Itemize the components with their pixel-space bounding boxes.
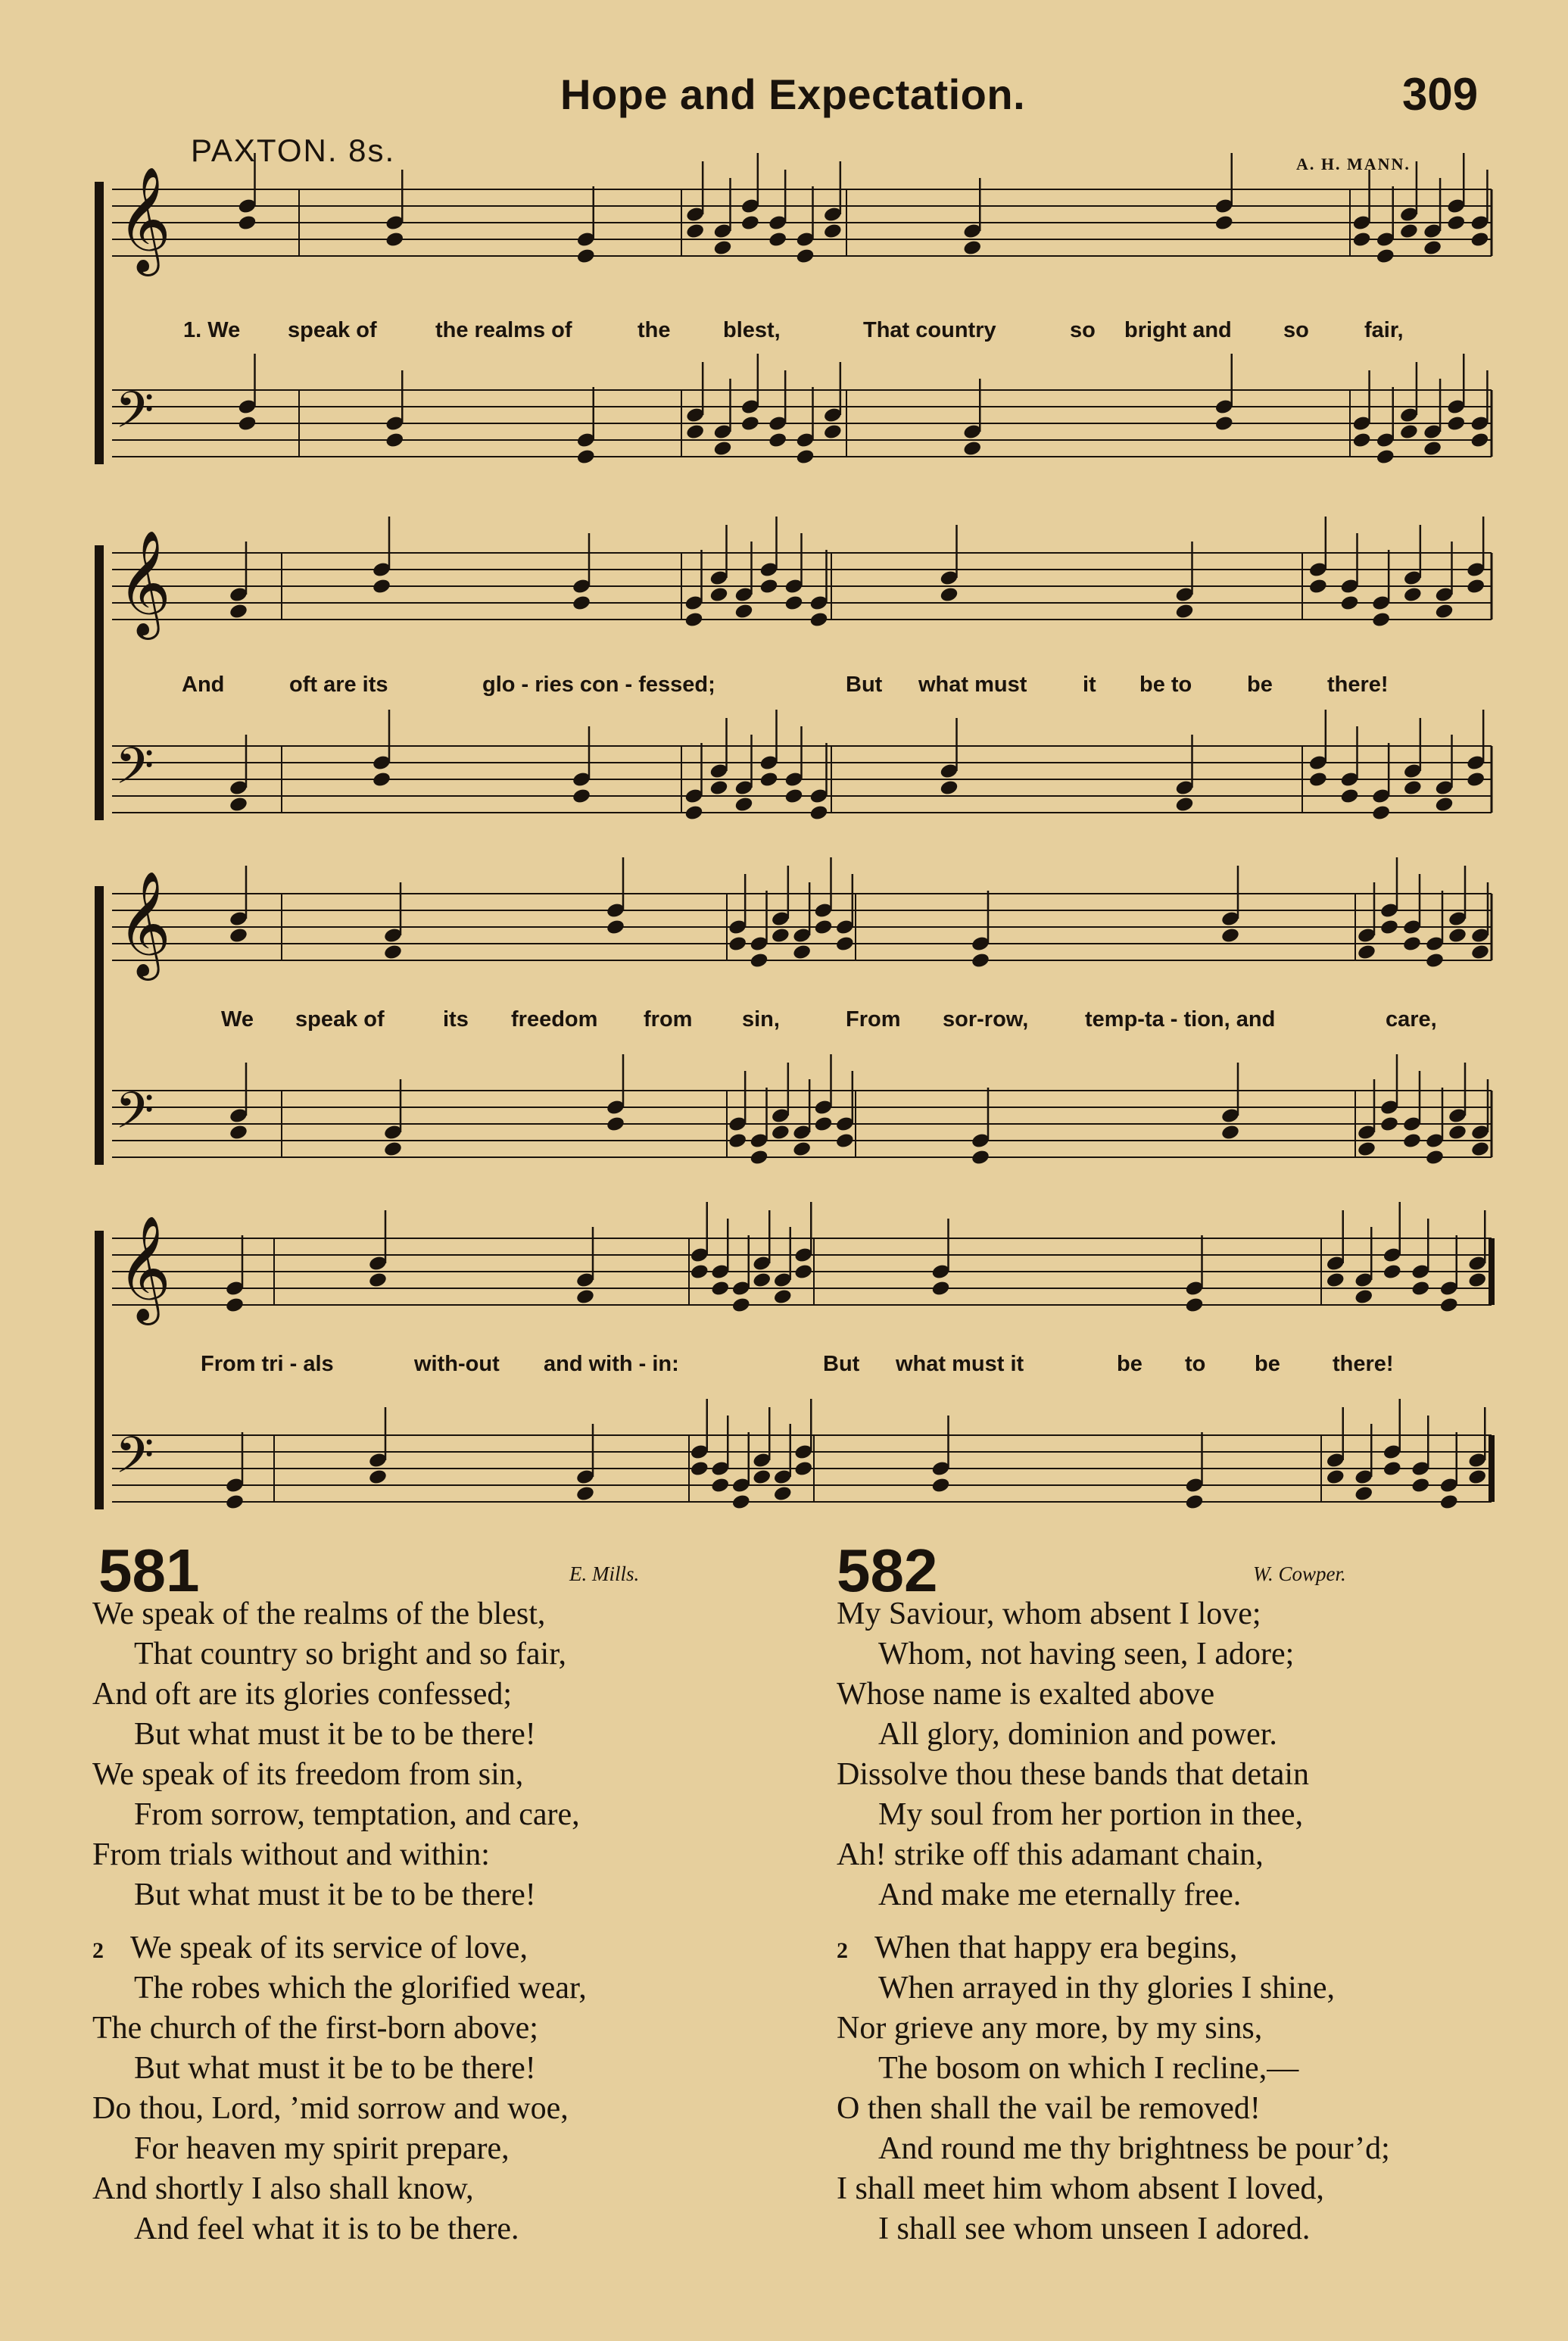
note-head	[712, 239, 732, 257]
note-head	[734, 603, 753, 620]
note-head	[939, 586, 959, 604]
note-head	[1220, 927, 1240, 944]
note-head	[1448, 927, 1467, 944]
note-head	[1467, 1469, 1487, 1486]
lyric-word: sor-row,	[943, 1007, 1029, 1032]
verse-line: Ah! strike off this adamant chain,	[837, 1837, 1264, 1872]
note-head	[1434, 796, 1454, 813]
note-head	[712, 440, 732, 457]
verse-line: And round me thy brightness be pour’d;	[878, 2131, 1390, 2166]
note-head	[752, 1272, 772, 1289]
hymn-number: 582	[837, 1537, 938, 1604]
note-head	[575, 1485, 595, 1503]
note-head	[752, 1469, 772, 1486]
lyric-word: what must	[918, 673, 1027, 697]
treble-clef-icon: 𝄞	[117, 530, 171, 635]
lyric-word: so	[1070, 318, 1096, 342]
note-head	[606, 919, 625, 936]
lyric-word: That country	[863, 318, 996, 342]
note-head	[1379, 919, 1399, 936]
note-head	[1339, 788, 1359, 805]
note-head	[1470, 432, 1489, 449]
note-head	[809, 611, 828, 629]
hymn-author: E. Mills.	[569, 1562, 640, 1585]
lyric-word: speak of	[295, 1007, 385, 1032]
note-head	[931, 1280, 950, 1297]
verse-line: That country so bright and so fair,	[134, 1637, 567, 1671]
lyric-word: be	[1247, 673, 1273, 697]
note-head	[1308, 578, 1328, 595]
verse-line: When that happy era begins,	[874, 1931, 1238, 1965]
note-head	[229, 603, 248, 620]
note-head	[1220, 1124, 1240, 1141]
lyric-word: glo - ries con - fessed;	[482, 673, 715, 697]
note-head	[1423, 440, 1442, 457]
note-head	[1470, 1141, 1490, 1158]
note-head	[1425, 1149, 1445, 1166]
lyric-word: And	[182, 673, 225, 697]
verse-line: And feel what it is to be there.	[134, 2211, 519, 2246]
note-head	[768, 231, 787, 248]
note-head	[237, 415, 257, 432]
note-head	[1434, 603, 1454, 620]
note-head	[1446, 415, 1466, 432]
note-head	[368, 1272, 388, 1289]
note-head	[740, 415, 760, 432]
note-head	[1174, 796, 1194, 813]
lyric-word: 1. We	[183, 318, 241, 342]
verse-line: My Saviour, whom absent I love;	[837, 1597, 1261, 1631]
verse-line: We speak of its freedom from sin,	[92, 1757, 524, 1792]
note-head	[759, 578, 778, 595]
note-head	[710, 1477, 730, 1494]
lyric-word: from	[644, 1007, 693, 1032]
note-head	[1214, 415, 1234, 432]
note-head	[225, 1494, 245, 1511]
lyric-word: the	[637, 318, 671, 342]
lyric-word: But	[823, 1352, 860, 1376]
note-head	[575, 1288, 595, 1306]
verse-line: But what must it be to be there!	[134, 2051, 536, 2086]
note-head	[237, 214, 257, 232]
verse-line: Dissolve thou these bands that detain	[837, 1757, 1310, 1792]
staff-bracket	[95, 545, 104, 820]
note-head	[809, 804, 828, 822]
note-head	[1402, 1132, 1422, 1150]
note-head	[372, 578, 391, 595]
note-head	[1411, 1477, 1430, 1494]
lyric-word: be to	[1139, 673, 1192, 697]
note-head	[1371, 611, 1391, 629]
note-head	[690, 1460, 709, 1478]
note-head	[1184, 1494, 1204, 1511]
note-head	[771, 927, 790, 944]
lyric-word: freedom	[511, 1007, 598, 1032]
note-head	[1423, 239, 1442, 257]
lyric-word: We	[221, 1007, 254, 1032]
note-head	[962, 440, 982, 457]
note-head	[684, 611, 703, 629]
page-title: Hope and Expectation.	[560, 70, 1026, 118]
note-head	[813, 1116, 833, 1133]
hymn-582-stanza-2	[837, 1928, 1390, 2249]
lyric-word: From tri - als	[201, 1352, 334, 1376]
note-head	[1467, 1272, 1487, 1289]
verse-line: When arrayed in thy glories I shine,	[878, 1971, 1335, 2005]
note-head	[971, 1149, 990, 1166]
note-head	[1184, 1297, 1204, 1314]
note-head	[606, 1116, 625, 1133]
verse-line: And oft are its glories confessed;	[92, 1677, 513, 1712]
lyric-word: the realms of	[435, 318, 572, 342]
note-head	[1383, 1263, 1402, 1281]
note-head	[792, 944, 812, 961]
note-head	[385, 432, 404, 449]
note-head	[1352, 231, 1372, 248]
hymn-581-stanza-1	[92, 1594, 580, 1915]
bass-clef-icon: 𝄢	[115, 737, 154, 807]
note-head	[795, 448, 815, 466]
note-head	[731, 1297, 751, 1314]
note-head	[823, 423, 843, 441]
staff-bracket	[95, 182, 104, 464]
note-head	[1371, 804, 1391, 822]
note-head	[1470, 231, 1489, 248]
note-head	[731, 1494, 751, 1511]
note-head	[576, 248, 596, 265]
note-head	[1352, 432, 1372, 449]
note-head	[225, 1297, 245, 1314]
note-head	[229, 927, 248, 944]
verse-line: And shortly I also shall know,	[92, 2171, 474, 2206]
note-head	[795, 248, 815, 265]
note-head	[709, 586, 728, 604]
note-head	[931, 1477, 950, 1494]
note-head	[685, 423, 705, 441]
verse-line: The church of the first-born above;	[92, 2011, 538, 2046]
hymn-number: 581	[98, 1537, 200, 1604]
note-head	[1376, 448, 1395, 466]
lyric-word: bright and	[1124, 318, 1232, 342]
lyric-word: its	[443, 1007, 469, 1032]
page-number: 309	[1402, 69, 1479, 120]
verse-line: Whom, not having seen, I adore;	[878, 1637, 1295, 1671]
lyric-word: so	[1283, 318, 1309, 342]
hymn-582-stanza-1	[837, 1594, 1309, 1915]
verse-line: We speak of the realms of the blest,	[92, 1597, 546, 1631]
note-head	[771, 1124, 790, 1141]
note-head	[1425, 952, 1445, 969]
note-head	[1383, 1460, 1402, 1478]
note-head	[792, 1141, 812, 1158]
lyric-word: there!	[1327, 673, 1389, 697]
note-head	[728, 1132, 747, 1150]
lyric-word: From	[846, 1007, 901, 1032]
note-head	[1174, 603, 1194, 620]
lyric-word: be	[1255, 1352, 1280, 1376]
note-head	[684, 804, 703, 822]
lyric-word: what must it	[896, 1352, 1024, 1376]
note-head	[1448, 1124, 1467, 1141]
note-head	[690, 1263, 709, 1281]
verse-line: Whose name is exalted above	[837, 1677, 1215, 1712]
note-head	[229, 796, 248, 813]
note-head	[1470, 944, 1490, 961]
note-head	[368, 1469, 388, 1486]
note-head	[709, 779, 728, 797]
note-head	[383, 1141, 403, 1158]
note-head	[784, 595, 803, 612]
note-head	[385, 231, 404, 248]
treble-clef-icon: 𝄞	[117, 1216, 171, 1321]
verse-line: Do thou, Lord, ’mid sorrow and woe,	[92, 2091, 569, 2126]
lyric-word: oft are its	[289, 673, 388, 697]
note-head	[740, 214, 760, 232]
verse-line: From trials without and within:	[92, 1837, 490, 1872]
note-head	[1399, 223, 1419, 240]
note-head	[823, 223, 843, 240]
lyric-word: sin,	[742, 1007, 780, 1032]
note-head	[1403, 586, 1423, 604]
note-head	[784, 788, 803, 805]
lyric-word: fair,	[1364, 318, 1404, 342]
treble-clef-icon: 𝄞	[117, 167, 171, 272]
treble-clef-icon: 𝄞	[117, 871, 171, 976]
note-head	[768, 432, 787, 449]
note-head	[1403, 779, 1423, 797]
note-head	[1376, 248, 1395, 265]
verse-line: But what must it be to be there!	[134, 1877, 536, 1912]
note-head	[971, 952, 990, 969]
note-head	[835, 935, 855, 953]
lyric-word: temp-ta - tion, and	[1085, 1007, 1276, 1032]
note-head	[1439, 1494, 1459, 1511]
staff-bracket	[95, 886, 104, 1165]
note-head	[1339, 595, 1359, 612]
note-head	[759, 771, 778, 788]
lyric-word: speak of	[288, 318, 377, 342]
note-head	[728, 935, 747, 953]
note-head	[576, 448, 596, 466]
note-head	[1357, 944, 1376, 961]
note-head	[229, 1124, 248, 1141]
note-head	[1354, 1485, 1373, 1503]
staff-bracket	[95, 1231, 104, 1509]
note-head	[572, 595, 591, 612]
note-head	[572, 788, 591, 805]
bass-clef-icon: 𝄢	[115, 1082, 154, 1152]
note-head	[749, 952, 768, 969]
verse-line: The bosom on which I recline,—	[878, 2051, 1299, 2086]
verse-line: From sorrow, temptation, and care,	[134, 1797, 580, 1832]
note-head	[962, 239, 982, 257]
note-head	[1326, 1469, 1345, 1486]
verse-line: The robes which the glorified wear,	[134, 1971, 587, 2005]
note-head	[1466, 578, 1485, 595]
lyric-word: to	[1185, 1352, 1206, 1376]
note-head	[793, 1263, 813, 1281]
note-head	[835, 1132, 855, 1150]
verse-line: For heaven my spirit prepare,	[134, 2131, 510, 2166]
verse-line: All glory, dominion and power.	[878, 1717, 1277, 1752]
lyric-word: it	[1083, 673, 1096, 697]
bass-clef-icon: 𝄢	[115, 381, 154, 451]
tune-composer: A. H. MANN.	[1296, 155, 1411, 173]
hymn-author: W. Cowper.	[1253, 1562, 1346, 1585]
note-head	[383, 944, 403, 961]
note-head	[939, 779, 959, 797]
verse-line: O then shall the vail be removed!	[837, 2091, 1261, 2126]
note-head	[710, 1280, 730, 1297]
tune-name: PAXTON. 8s.	[191, 133, 396, 168]
note-head	[1446, 214, 1466, 232]
note-head	[1214, 214, 1234, 232]
note-head	[1402, 935, 1422, 953]
note-head	[773, 1485, 793, 1503]
note-head	[1354, 1288, 1373, 1306]
lyric-word: be	[1117, 1352, 1142, 1376]
note-head	[1379, 1116, 1399, 1133]
verse-line: My soul from her portion in thee,	[878, 1797, 1304, 1832]
lyric-word: care,	[1386, 1007, 1437, 1032]
verse-line: And make me eternally free.	[878, 1877, 1242, 1912]
note-head	[1439, 1297, 1459, 1314]
note-head	[1466, 771, 1485, 788]
stanza-number: 2	[92, 1938, 104, 1963]
verse-line: I shall see whom unseen I adored.	[878, 2211, 1311, 2246]
hymn-581-stanza-2	[92, 1928, 587, 2249]
stanza-number: 2	[837, 1938, 848, 1963]
note-head	[793, 1460, 813, 1478]
verse-line: Nor grieve any more, by my sins,	[837, 2011, 1263, 2046]
verse-line: But what must it be to be there!	[134, 1717, 536, 1752]
lyric-word: and with - in:	[544, 1352, 679, 1376]
verse-line: I shall meet him whom absent I loved,	[837, 2171, 1324, 2206]
note-head	[1399, 423, 1419, 441]
note-head	[734, 796, 753, 813]
lyric-word: blest,	[723, 318, 781, 342]
note-head	[1308, 771, 1328, 788]
bass-clef-icon: 𝄢	[115, 1426, 154, 1497]
note-head	[372, 771, 391, 788]
note-head	[1411, 1280, 1430, 1297]
lyric-word: But	[846, 673, 883, 697]
note-head	[1357, 1141, 1376, 1158]
lyric-word: there!	[1333, 1352, 1394, 1376]
lyric-word: with-out	[414, 1352, 500, 1376]
note-head	[1326, 1272, 1345, 1289]
verse-line: We speak of its service of love,	[130, 1931, 528, 1965]
note-head	[685, 223, 705, 240]
note-head	[813, 919, 833, 936]
note-head	[749, 1149, 768, 1166]
note-head	[773, 1288, 793, 1306]
